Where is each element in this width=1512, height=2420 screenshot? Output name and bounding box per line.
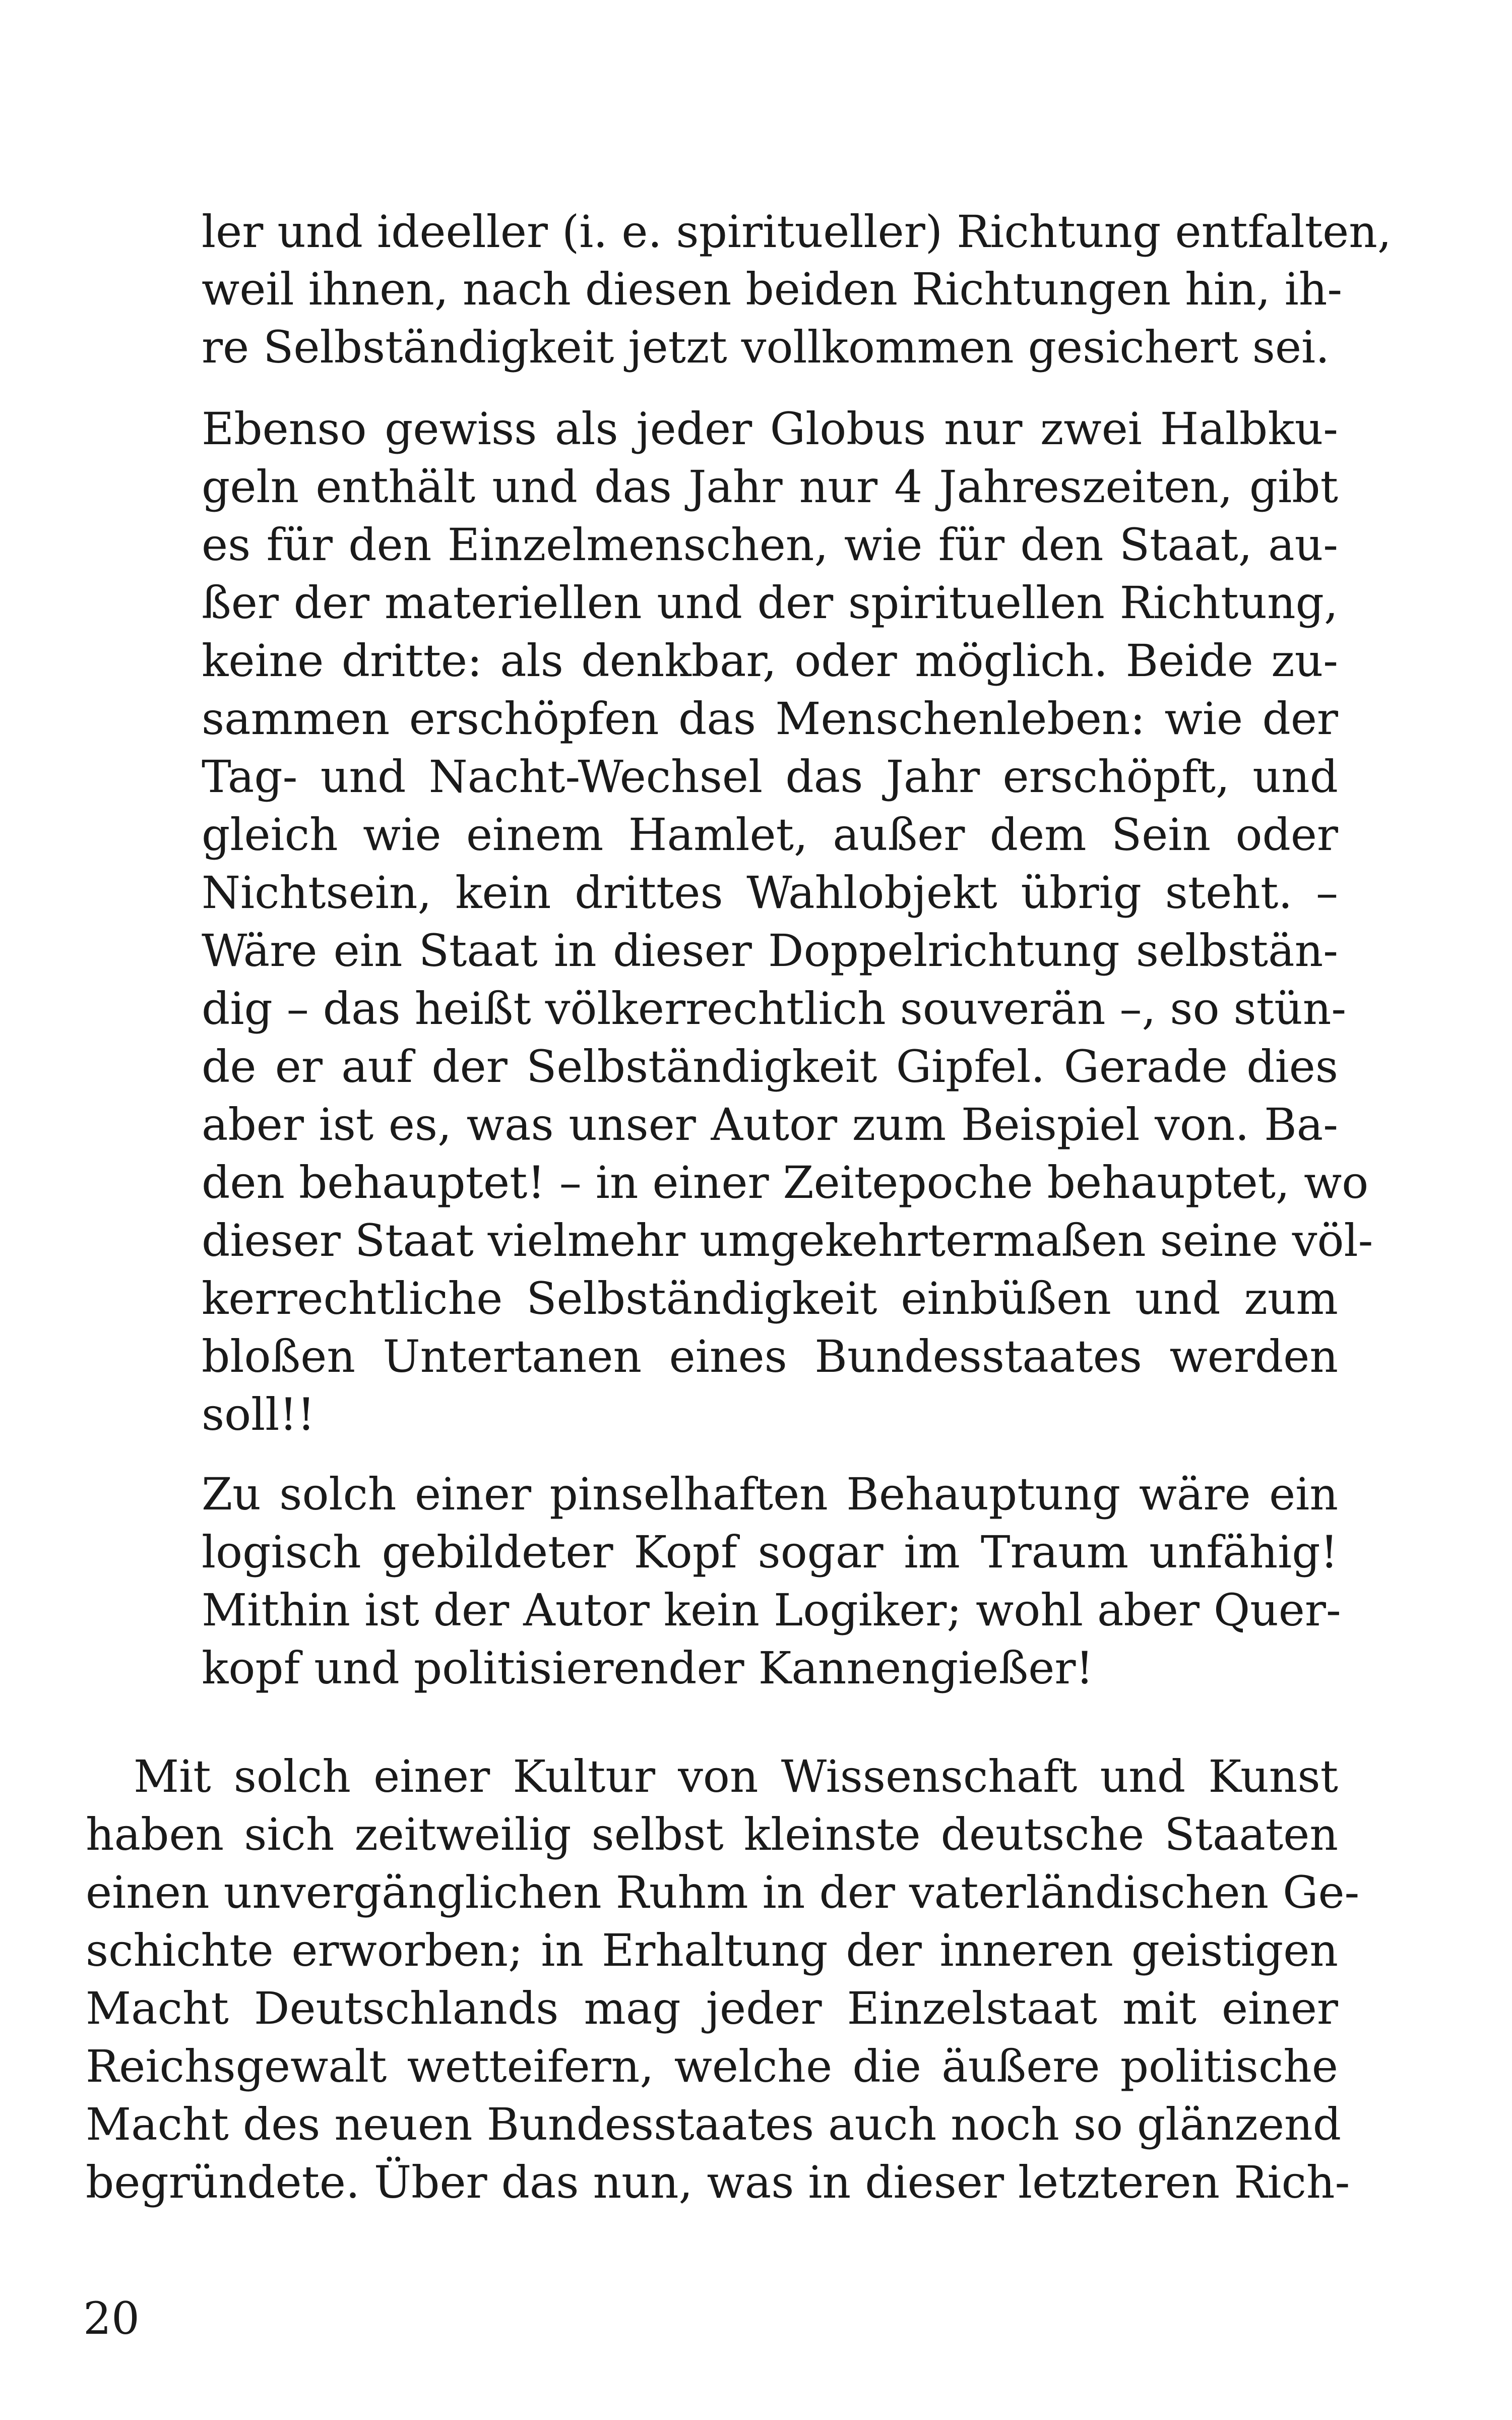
- text-line: begründete. Über das nun, was in dieser letzteren Rich-: [86, 2156, 1350, 2208]
- text-line: Reichsgewalt wetteifern, welche die äußere politische: [86, 2040, 1338, 2092]
- text-line: Nichtsein, kein drittes Wahlobjekt übrig steht. –: [202, 867, 1338, 919]
- text-line: geln enthält und das Jahr nur 4 Jahreszeiten, gibt: [202, 461, 1338, 513]
- text-line: sammen erschöpfen das Menschenleben: wie der: [202, 693, 1338, 745]
- text-line: kopf und politisierender Kannengießer!: [202, 1642, 1094, 1694]
- page-number: 20: [83, 2292, 140, 2344]
- text-line: haben sich zeitweilig selbst kleinste deutsche Staaten: [86, 1808, 1338, 1860]
- text-line: gleich wie einem Hamlet, außer dem Sein oder: [202, 809, 1338, 861]
- text-line: Tag- und Nacht-Wechsel das Jahr erschöpft, und: [202, 751, 1338, 803]
- text-line: re Selbständigkeit jetzt vollkommen gesichert sei.: [202, 321, 1330, 373]
- text-line: dig – das heißt völkerrechtlich souverän –, so stün-: [202, 983, 1347, 1035]
- text-line: Mit solch einer Kultur von Wissenschaft und Kunst: [134, 1750, 1338, 1802]
- text-line: de er auf der Selbständigkeit Gipfel. Gerade dies: [202, 1041, 1338, 1093]
- text-line: logisch gebildeter Kopf sogar im Traum unfähig!: [202, 1526, 1338, 1578]
- text-line: Mithin ist der Autor kein Logiker; wohl aber Quer-: [202, 1584, 1341, 1636]
- text-line: Wäre ein Staat in dieser Doppelrichtung selbstän-: [202, 925, 1338, 977]
- text-line: soll!!: [202, 1388, 316, 1440]
- text-line: schichte erworben; in Erhaltung der inneren geistigen: [86, 1924, 1338, 1976]
- text-line: dieser Staat vielmehr umgekehrtermaßen seine völ-: [202, 1215, 1373, 1266]
- text-line: keine dritte: als denkbar, oder möglich. Beide zu-: [202, 635, 1338, 687]
- text-line: kerrechtliche Selbständigkeit einbüßen und zum: [202, 1273, 1338, 1324]
- text-line: ßer der materiellen und der spirituellen Richtung,: [202, 577, 1338, 629]
- text-line: Macht Deutschlands mag jeder Einzelstaat mit einer: [86, 1982, 1338, 2034]
- text-line: bloßen Untertanen eines Bundesstaates werden: [202, 1330, 1338, 1382]
- text-line: es für den Einzelmenschen, wie für den Staat, au-: [202, 519, 1338, 571]
- text-line: einen unvergänglichen Ruhm in der vaterländischen Ge-: [86, 1866, 1360, 1918]
- text-line: aber ist es, was unser Autor zum Beispiel von. Ba-: [202, 1099, 1338, 1151]
- text-line: den behauptet! – in einer Zeitepoche behauptet, wo: [202, 1157, 1369, 1208]
- text-line: weil ihnen, nach diesen beiden Richtungen hin, ih-: [202, 263, 1343, 315]
- text-line: Zu solch einer pinselhaften Behauptung wäre ein: [202, 1468, 1338, 1520]
- text-line: Ebenso gewiss als jeder Globus nur zwei Halbku-: [202, 403, 1338, 455]
- text-line: Macht des neuen Bundesstaates auch noch so glänzend: [86, 2098, 1342, 2150]
- text-line: ler und ideeller (i. e. spiritueller) Richtung entfalten,: [202, 206, 1392, 258]
